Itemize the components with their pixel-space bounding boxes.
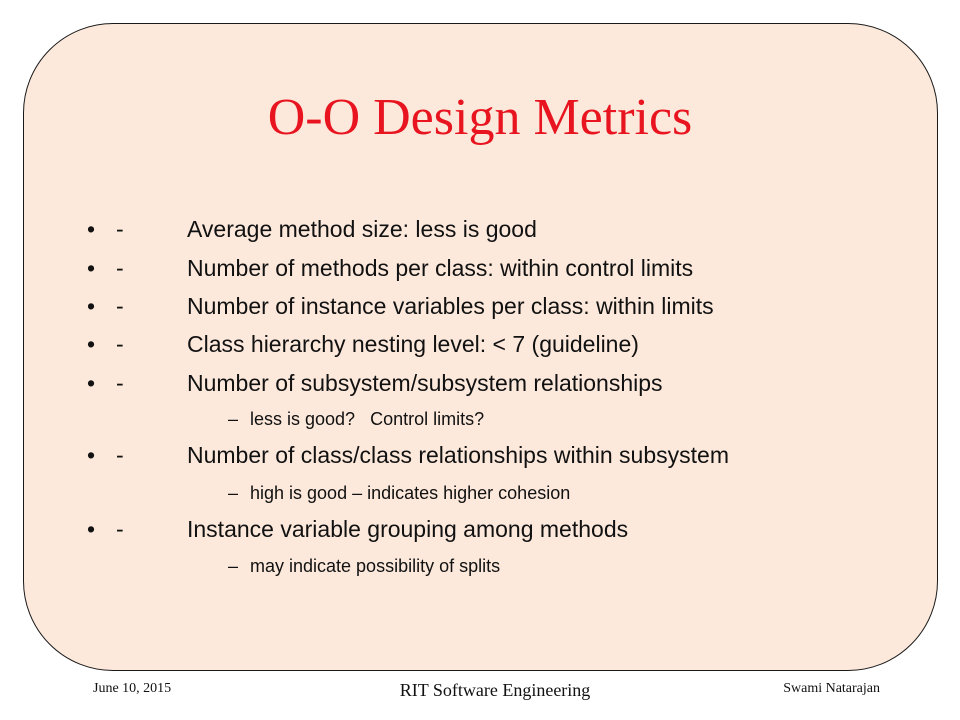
sub-bullet-item xyxy=(0,554,900,578)
bullet-text: Number of instance variables per class: within limits xyxy=(187,293,714,319)
dash-marker: - xyxy=(116,442,124,468)
bullet-item xyxy=(0,368,900,398)
bullet-marker: • xyxy=(87,293,96,319)
bullet-text: Number of methods per class: within control limits xyxy=(187,255,694,281)
bullet-marker: • xyxy=(87,216,96,242)
dash-marker: - xyxy=(116,370,124,396)
bullet-marker: • xyxy=(87,516,96,542)
bullet-marker: • xyxy=(87,370,96,396)
dash-marker: - xyxy=(116,216,124,242)
dash-marker: - xyxy=(116,293,124,319)
bullet-text: Average method size: less is good xyxy=(187,216,537,242)
bullet-marker: • xyxy=(87,442,96,468)
sub-bullet-item xyxy=(0,481,900,505)
footer-author: Swami Natarajan xyxy=(783,681,880,696)
dash-marker: - xyxy=(116,331,124,357)
sub-bullet-marker: – xyxy=(228,556,239,576)
footer-date: June 10, 2015 xyxy=(93,681,172,696)
bullet-marker: • xyxy=(87,255,96,281)
bullet-marker: • xyxy=(87,331,96,357)
sub-bullet-text: less is good? Control limits? xyxy=(250,409,485,429)
bullet-text: Class hierarchy nesting level: < 7 (guideline) xyxy=(187,331,639,357)
footer-organization: RIT Software Engineering xyxy=(399,680,591,700)
bullet-text: Number of class/class relationships within subsystem xyxy=(187,442,729,468)
sub-bullet-marker: – xyxy=(228,409,239,429)
sub-bullet-marker: – xyxy=(228,483,239,503)
slide-title: O-O Design Metrics xyxy=(267,89,693,146)
bullet-text: Instance variable grouping among methods xyxy=(187,516,629,542)
dash-marker: - xyxy=(116,255,124,281)
sub-bullet-text: high is good – indicates higher cohesion xyxy=(250,483,571,503)
bullet-item xyxy=(0,291,900,321)
sub-bullet-text: may indicate possibility of splits xyxy=(250,556,501,576)
bullet-item xyxy=(0,514,900,544)
bullet-item xyxy=(0,440,900,470)
dash-marker: - xyxy=(116,516,124,542)
bullet-item xyxy=(0,329,900,359)
bullet-item xyxy=(0,253,900,283)
sub-bullet-item xyxy=(0,407,900,431)
bullet-item xyxy=(0,214,900,244)
bullet-text: Number of subsystem/subsystem relationships xyxy=(187,370,663,396)
